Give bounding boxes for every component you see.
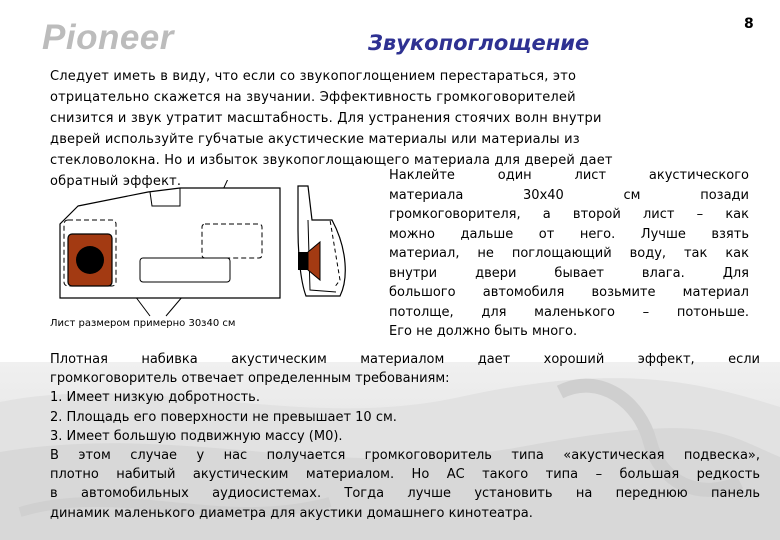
intro-line: обратный эффект.: [50, 174, 182, 189]
list-item: 1. Имеет низкую добротность.: [50, 390, 260, 406]
diagram-caption: Лист размером примерно 30з40 см: [50, 318, 236, 329]
right-line: Его не должно быть много.: [389, 324, 578, 339]
page-title: Звукопоглощение: [368, 31, 590, 55]
bottom-line: в автомобильных аудиосистемах. Тогда лучше установить на переднюю панель: [50, 486, 760, 502]
bottom-line: громкоговоритель отвечает определенным требованиям:: [50, 371, 450, 387]
right-line: внутри двери бывает влага. Для: [389, 265, 749, 281]
right-line: материала 30х40 см позади: [389, 187, 749, 203]
page-number: 8: [744, 16, 754, 32]
intro-line: стекловолокна. Но и избыток звукопоглощающего материала для дверей дает: [50, 153, 613, 168]
bottom-line: Плотная набивка акустическим материалом дает хороший эффект, если: [50, 352, 760, 367]
right-line: громкоговорителя, а второй лист – как: [389, 207, 749, 222]
right-paragraph: [389, 166, 749, 342]
right-line: большого автомобиля возьмите материал: [389, 285, 749, 300]
door-pocket: [140, 258, 230, 282]
speaker-cone: [76, 246, 104, 274]
right-line: материал, не поглощающий воду, так как: [389, 246, 749, 261]
door-side-section: [298, 186, 345, 296]
intro-line: отрицательно скажется на звучании. Эффективность громкоговорителей: [50, 90, 576, 105]
door-diagram: [40, 180, 370, 320]
side-speaker-magnet: [298, 252, 308, 270]
right-line: потолще, для маленького – потоньше.: [389, 304, 749, 320]
logo-text: Pioneer: [42, 18, 174, 57]
bottom-line: динамик маленького диаметра для акустики домашнего кинотеатра.: [50, 505, 533, 521]
intro-line: снизится и звук утратит масштабность. Для устранения стоячих волн внутри: [50, 111, 602, 126]
list-item: 2. Площадь его поверхности не превышает 10 см.: [50, 409, 397, 425]
bottom-line: плотно набитый акустическим материалом. Но АС такого типа – большая редкость: [50, 467, 760, 483]
right-line: можно дальше от него. Лучше взять: [389, 226, 749, 242]
list-item: 3. Имеет большую подвижную массу (М0).: [50, 428, 343, 444]
intro-line: Следует иметь в виду, что если со звукопоглощением перестараться, это: [50, 69, 577, 84]
bottom-paragraph: [50, 350, 760, 523]
intro-line: дверей используйте губчатые акустические материалы или материалы из: [50, 132, 580, 147]
pioneer-logo: [40, 18, 250, 58]
bottom-line: В этом случае у нас получается громкоговоритель типа «акустическая подвеска»,: [50, 447, 760, 463]
right-line: Наклейте один лист акустического: [389, 168, 749, 183]
